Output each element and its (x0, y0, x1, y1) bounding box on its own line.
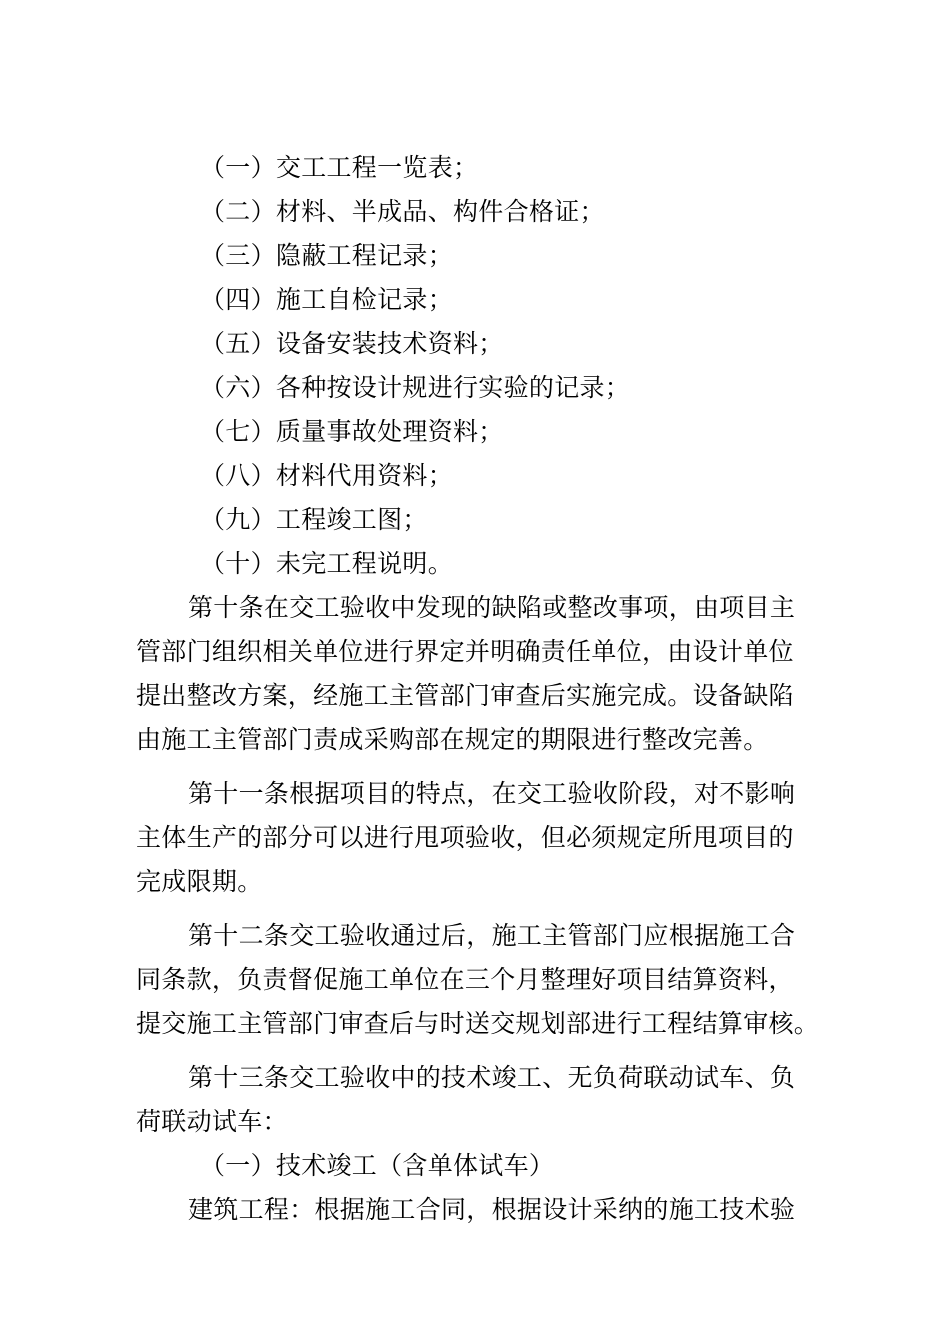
list-item: （九）工程竣工图； (200, 505, 428, 534)
paragraph-line: 第十一条根据项目的特点，在交工验收阶段，对不影响 (188, 779, 796, 808)
paragraph-line: 提交施工主管部门审查后与时送交规划部进行工程结算审核。 (136, 1009, 820, 1038)
paragraph-line: 第十三条交工验收中的技术竣工、无负荷联动试车、负 (188, 1063, 796, 1092)
paragraph-line: 同条款，负责督促施工单位在三个月整理好项目结算资料， (136, 965, 794, 994)
article-12 (136, 914, 820, 1046)
paragraph-line: 提出整改方案，经施工主管部门审查后实施完成。设备缺陷 (136, 681, 794, 710)
list-item: （六）各种按设计规进行实验的记录； (200, 373, 631, 402)
list-item: （七）质量事故处理资料； (200, 417, 504, 446)
list-item: （四）施工自检记录； (200, 285, 454, 314)
list-item: （二）材料、半成品、构件合格证； (200, 197, 605, 226)
paragraph-line: 由施工主管部门责成采购部在规定的期限进行整改完善。 (136, 725, 769, 754)
paragraph-line: 管部门组织相关单位进行界定并明确责任单位，由设计单位 (136, 637, 794, 666)
article-13 (136, 1056, 816, 1144)
list-item: （一）交工工程一览表； (200, 153, 479, 182)
paragraph-line: 建筑工程：根据施工合同，根据设计采纳的施工技术验 (188, 1195, 796, 1224)
list-item: （五）设备安装技术资料； (200, 329, 504, 358)
article-10 (136, 586, 816, 762)
article-11 (136, 772, 816, 904)
list-item: （三）隐蔽工程记录； (200, 241, 454, 270)
list-item: （十）未完工程说明。 (200, 549, 454, 578)
list-item: （八）材料代用资料； (200, 461, 454, 490)
paragraph-line: 主体生产的部分可以进行甩项验收，但必须规定所甩项目的 (136, 823, 794, 852)
subheading: （一）技术竣工（含单体试车） (200, 1151, 555, 1180)
paragraph-line: 荷联动试车： (136, 1107, 288, 1136)
paragraph-line: 完成限期。 (136, 867, 263, 896)
paragraph-line: 第十条在交工验收中发现的缺陷或整改事项，由项目主 (188, 593, 796, 622)
document-body (136, 146, 820, 1232)
paragraph-line: 第十二条交工验收通过后，施工主管部门应根据施工合 (188, 921, 796, 950)
